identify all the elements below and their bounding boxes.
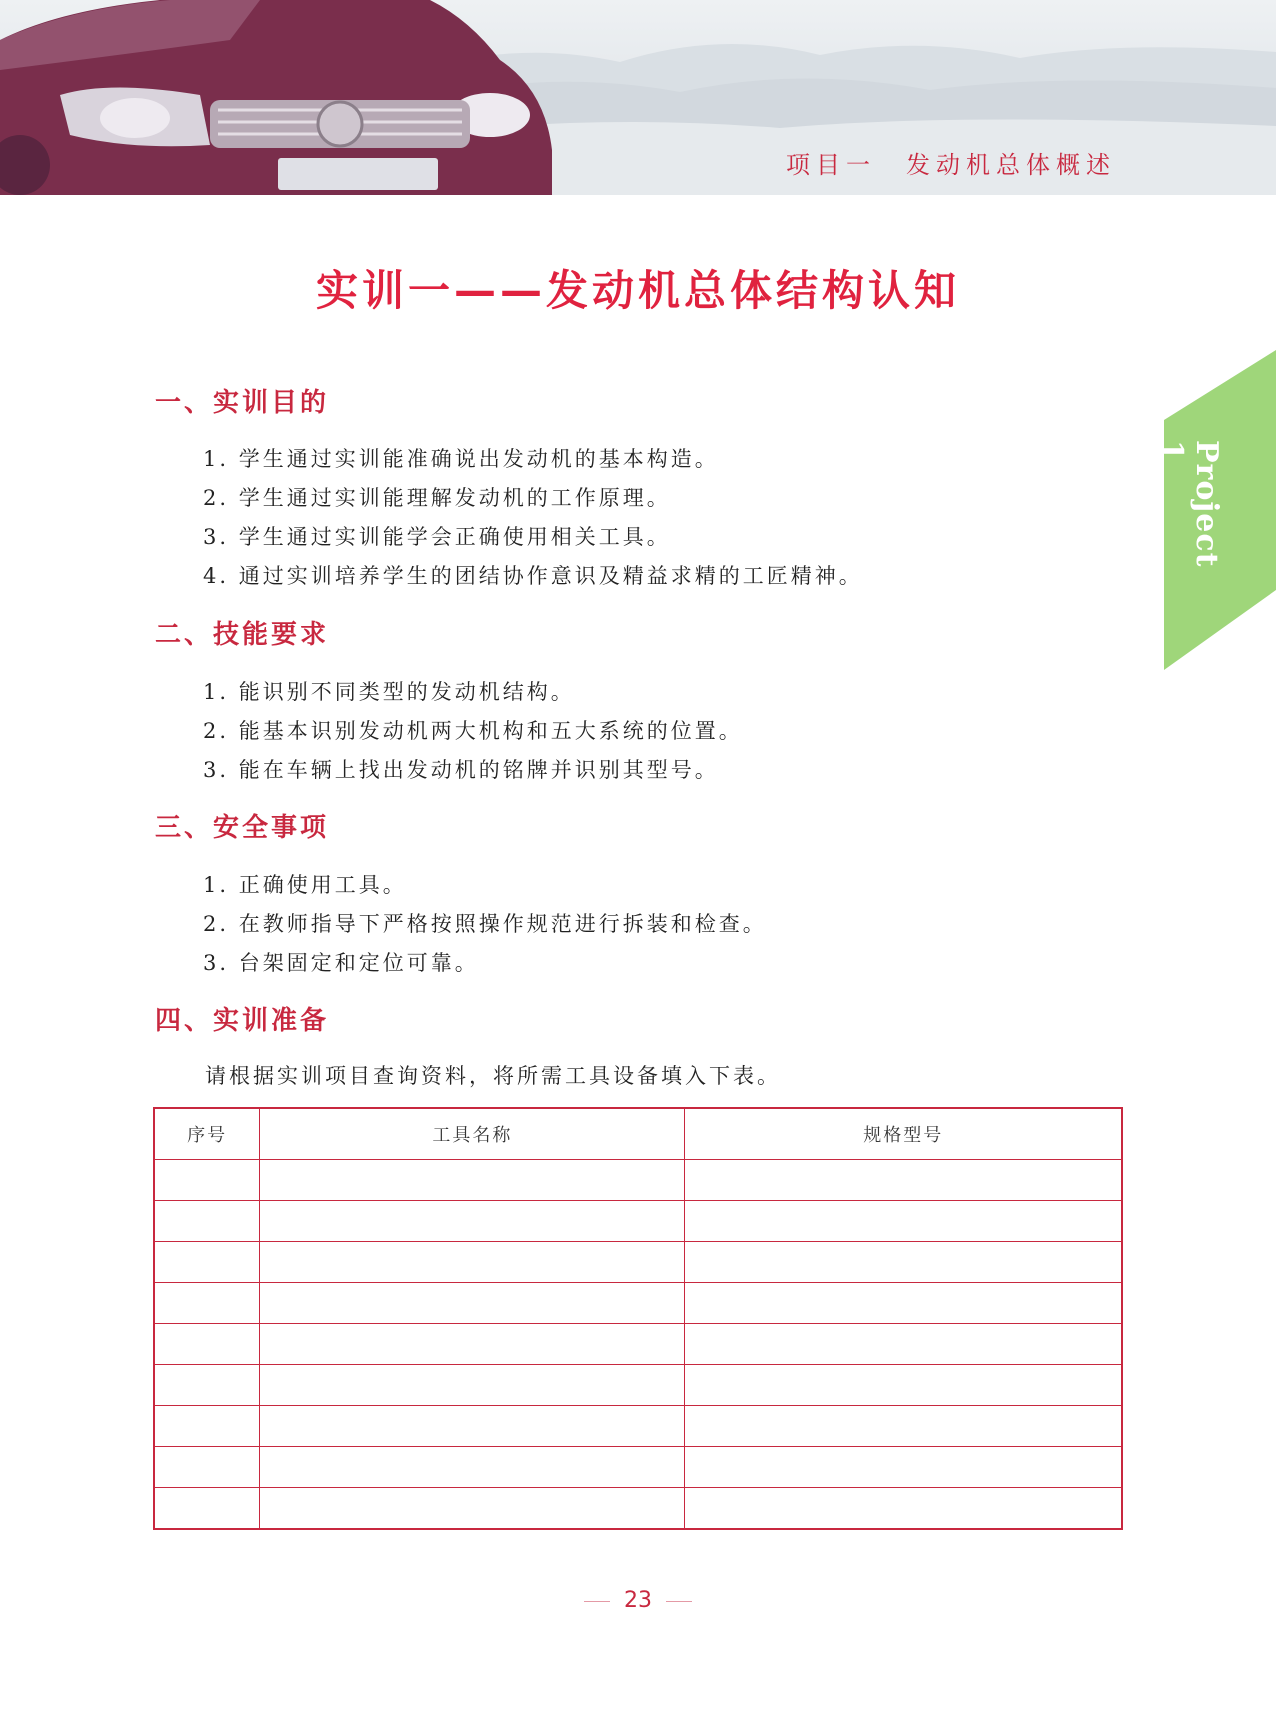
table-row	[154, 1447, 1122, 1488]
list-item: 2. 在教师指导下严格按照操作规范进行拆装和检查。	[203, 912, 767, 936]
table-row	[154, 1242, 1122, 1283]
table-cell[interactable]	[154, 1406, 260, 1447]
list-item: 1. 能识别不同类型的发动机结构。	[203, 680, 575, 704]
table-row	[154, 1283, 1122, 1324]
table-cell[interactable]	[685, 1406, 1122, 1447]
section-heading-skills: 二、技能要求	[155, 620, 330, 650]
table-cell[interactable]	[685, 1447, 1122, 1488]
list-item: 3. 能在车辆上找出发动机的铭牌并识别其型号。	[203, 758, 719, 782]
list-item: 3. 台架固定和定位可靠。	[203, 951, 479, 975]
table-cell[interactable]	[260, 1201, 685, 1242]
column-header-tool-name: 工具名称	[260, 1108, 685, 1160]
section-heading-safety: 三、安全事项	[155, 813, 330, 843]
chapter-title: 项目一 发动机总体概述	[786, 151, 1116, 179]
car-image	[0, 0, 560, 195]
tools-table	[153, 1107, 1123, 1530]
table-cell[interactable]	[154, 1201, 260, 1242]
table-cell[interactable]	[154, 1447, 260, 1488]
table-row	[154, 1201, 1122, 1242]
side-tab-label: Project 1	[1154, 440, 1224, 568]
table-cell[interactable]	[260, 1406, 685, 1447]
table-instruction: 请根据实训项目查询资料，将所需工具设备填入下表。	[205, 1064, 781, 1088]
list-item: 1. 正确使用工具。	[203, 873, 407, 897]
table-cell[interactable]	[685, 1283, 1122, 1324]
column-header-index: 序号	[154, 1108, 260, 1160]
table-cell[interactable]	[685, 1201, 1122, 1242]
page-number-dash	[666, 1601, 692, 1602]
table-cell[interactable]	[260, 1242, 685, 1283]
table-cell[interactable]	[260, 1324, 685, 1365]
page-number-dash	[584, 1601, 610, 1602]
list-item: 2. 能基本识别发动机两大机构和五大系统的位置。	[203, 719, 743, 743]
table-cell[interactable]	[260, 1365, 685, 1406]
column-header-spec: 规格型号	[685, 1108, 1122, 1160]
table-row	[154, 1488, 1122, 1530]
list-item: 2. 学生通过实训能理解发动机的工作原理。	[203, 486, 671, 510]
table-cell[interactable]	[260, 1447, 685, 1488]
table-cell[interactable]	[154, 1324, 260, 1365]
table-cell[interactable]	[154, 1365, 260, 1406]
section-heading-objectives: 一、实训目的	[155, 388, 330, 418]
section-heading-preparation: 四、实训准备	[155, 1006, 330, 1036]
table-row	[154, 1406, 1122, 1447]
table-cell[interactable]	[154, 1488, 260, 1530]
list-item: 1. 学生通过实训能准确说出发动机的基本构造。	[203, 447, 719, 471]
table-row	[154, 1324, 1122, 1365]
table-cell[interactable]	[260, 1283, 685, 1324]
table-header-row	[154, 1108, 1122, 1160]
table-cell[interactable]	[260, 1488, 685, 1530]
page-title: 实训一——发动机总体结构认知	[315, 266, 960, 315]
page-number	[0, 1588, 1276, 1613]
table-cell[interactable]	[685, 1242, 1122, 1283]
header-banner	[0, 0, 1276, 195]
table-cell[interactable]	[685, 1365, 1122, 1406]
table-cell[interactable]	[260, 1160, 685, 1201]
table-cell[interactable]	[154, 1283, 260, 1324]
table-cell[interactable]	[685, 1488, 1122, 1530]
list-item: 3. 学生通过实训能学会正确使用相关工具。	[203, 525, 671, 549]
table-row	[154, 1160, 1122, 1201]
table-cell[interactable]	[685, 1324, 1122, 1365]
page-number-value: 23	[624, 1588, 652, 1613]
table-row	[154, 1365, 1122, 1406]
table-cell[interactable]	[154, 1160, 260, 1201]
list-item: 4. 通过实训培养学生的团结协作意识及精益求精的工匠精神。	[203, 564, 863, 588]
table-cell[interactable]	[154, 1242, 260, 1283]
table-cell[interactable]	[685, 1160, 1122, 1201]
